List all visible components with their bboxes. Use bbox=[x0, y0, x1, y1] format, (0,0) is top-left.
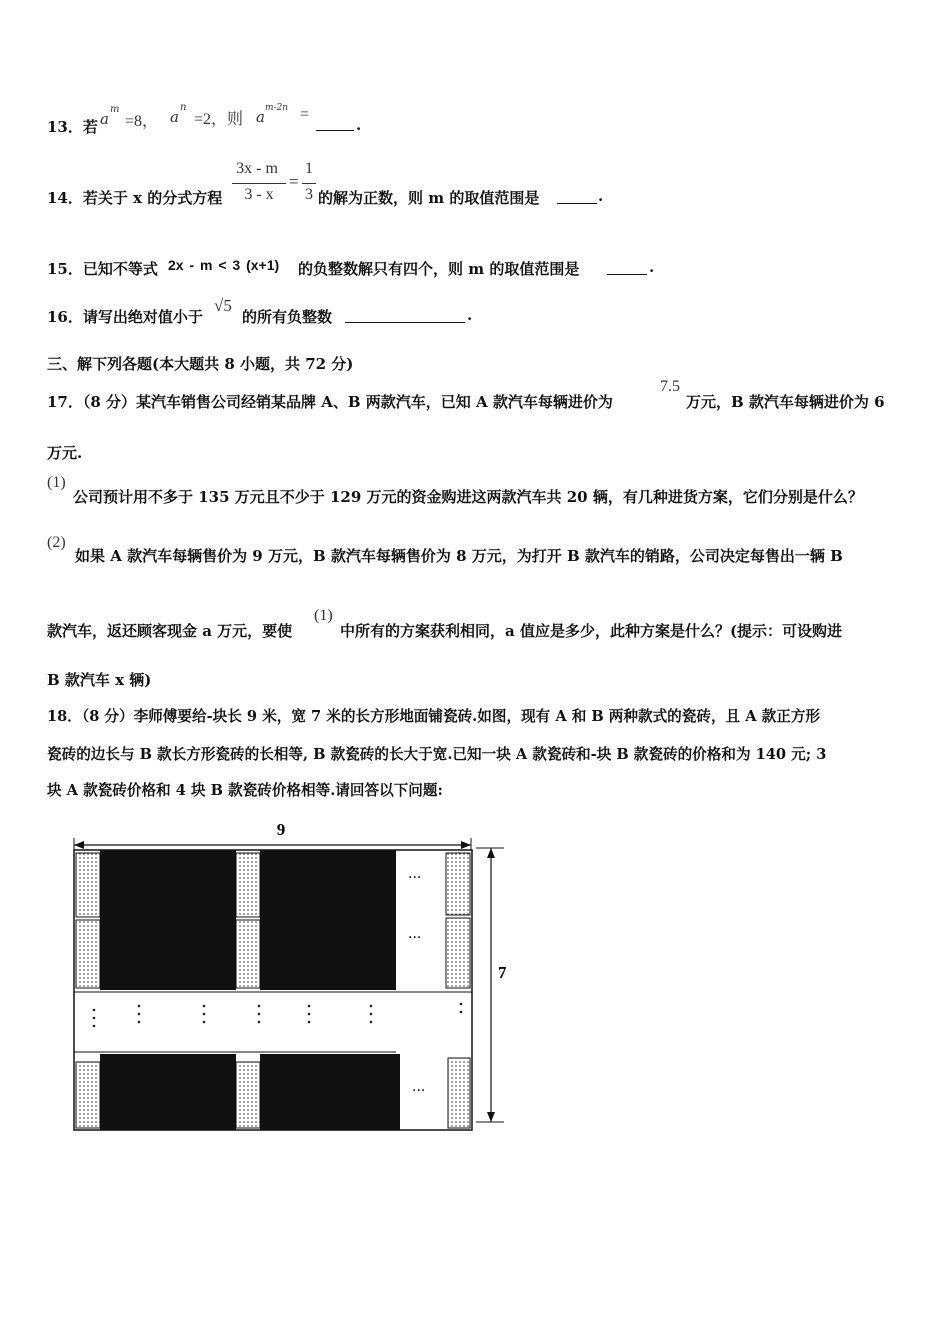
continuation-dots: ··· bbox=[408, 930, 422, 946]
height-dimension bbox=[476, 848, 504, 1122]
section-3-heading: 三、解下列各题(本大题共 8 小题，共 72 分) bbox=[47, 355, 354, 373]
q13-base-2: a bbox=[170, 108, 179, 126]
width-label: 9 bbox=[276, 820, 286, 839]
q14-frac2-denominator: 3 bbox=[305, 186, 313, 203]
q16-prefix: 16．请写出绝对值小于 bbox=[47, 308, 203, 326]
q13-eq-3: = bbox=[300, 106, 310, 123]
q17-part1-index: (1) bbox=[47, 474, 66, 491]
continuation-dots: ··· bbox=[412, 1083, 426, 1099]
tile-b-black bbox=[260, 1054, 400, 1130]
q14-frac1-bar bbox=[232, 183, 286, 184]
q17-part2-ref: (1) bbox=[314, 607, 333, 624]
q13-base-3: a bbox=[256, 108, 265, 126]
q14-frac1-denominator: 3 - x bbox=[244, 186, 274, 203]
q15-prefix: 15．已知不等式 bbox=[47, 260, 158, 278]
q14-prefix: 14．若关于 x 的分式方程 bbox=[47, 189, 223, 207]
tile-layout-figure bbox=[66, 820, 506, 1140]
q17-part2-index: (2) bbox=[47, 534, 66, 551]
q13-eq-2: =2，则 bbox=[194, 111, 244, 128]
tile-a-dotted bbox=[446, 918, 470, 988]
q17-line1-prefix: 17．（8 分）某汽车销售公司经销某品牌 A、B 两款汽车，已知 A 款汽车每辆进价为 bbox=[47, 393, 613, 411]
q13-eq-1: =8， bbox=[125, 113, 159, 130]
q16-suffix: 的所有负整数 bbox=[242, 308, 333, 326]
q14-answer-blank bbox=[557, 189, 597, 204]
q13-number: 13．若 bbox=[47, 118, 98, 136]
q18-line1: 18．（8 分）李师傅要给-块长 9 米，宽 7 米的长方形地面铺瓷砖.如图，现有 A 和 B 两种款式的瓷砖，且 A 款正方形 bbox=[47, 708, 821, 725]
q17-part2-line3: B 款汽车 x 辆) bbox=[47, 671, 152, 689]
q14-equals: = bbox=[289, 172, 299, 191]
q17-part1-text: 公司预计用不多于 135 万元且不少于 129 万元的资金购进这两款汽车共 20 辆，有几种进货方案，它们分别是什么？ bbox=[73, 488, 863, 506]
q15-inequality: 2x - m < 3 (x+1) bbox=[168, 257, 280, 273]
tile-a-dotted bbox=[76, 1062, 100, 1128]
q18-line2: 瓷砖的边长与 B 款长方形瓷砖的长相等, B 款瓷砖的长大于宽.已知一块 A 款瓷砖和-块 B 款瓷砖的价格和为 140 元; 3 bbox=[47, 746, 827, 763]
tile-a-dotted bbox=[76, 920, 100, 988]
q17-price-a: 7.5 bbox=[660, 378, 680, 395]
q17-line1-suffix: 万元，B 款汽车每辆进价为 6 bbox=[686, 393, 885, 411]
tile-b-black bbox=[100, 1054, 236, 1130]
tile-b-black bbox=[100, 850, 236, 990]
q17-line2: 万元. bbox=[47, 444, 83, 462]
q17-part2-line2-prefix: 款汽车，返还顾客现金 a 万元，要使 bbox=[47, 622, 293, 640]
q16-end: . bbox=[467, 306, 473, 324]
tile-a-dotted bbox=[448, 1058, 470, 1128]
q13-exp-1: m bbox=[110, 104, 120, 115]
q15-suffix: 的负整数解只有四个，则 m 的取值范围是 bbox=[298, 260, 580, 278]
tile-a-dotted bbox=[446, 853, 470, 915]
tile-a-dotted bbox=[236, 853, 260, 917]
q13-end: . bbox=[356, 116, 362, 134]
q16-sqrt5: √5 bbox=[214, 296, 232, 315]
q17-part2-line2-suffix: 中所有的方案获利相同，a 值应是多少，此种方案是什么？(提示：可设购进 bbox=[340, 622, 843, 640]
q14-end: . bbox=[598, 187, 604, 205]
q14-frac2-numerator: 1 bbox=[305, 160, 313, 177]
question-13 bbox=[47, 116, 98, 137]
q14-frac2-bar bbox=[302, 183, 316, 184]
q15-answer-blank bbox=[607, 260, 647, 275]
q17-part2-text: 如果 A 款汽车每辆售价为 9 万元，B 款汽车每辆售价为 8 万元，为打开 B 款汽车的销路，公司决定每售出一辆 B bbox=[75, 547, 843, 565]
q18-line3: 块 A 款瓷砖价格和 4 块 B 款瓷砖价格相等.请回答以下问题: bbox=[47, 782, 443, 799]
height-label: 7 bbox=[498, 963, 506, 982]
q13-answer-blank bbox=[316, 116, 354, 131]
tile-a-dotted bbox=[236, 920, 260, 988]
q14-suffix: 的解为正数，则 m 的取值范围是 bbox=[318, 189, 540, 207]
continuation-dots: ··· bbox=[408, 870, 422, 886]
tile-a-dotted bbox=[236, 1062, 260, 1128]
q16-answer-blank bbox=[345, 308, 465, 323]
q14-frac1-numerator: 3x - m bbox=[236, 160, 278, 177]
q15-end: . bbox=[649, 258, 655, 276]
tile-a-dotted bbox=[76, 853, 100, 917]
q13-exp-3: m-2n bbox=[265, 103, 289, 113]
q13-base-1: a bbox=[100, 110, 109, 128]
tile-b-black bbox=[260, 850, 396, 990]
q13-exp-2: n bbox=[180, 102, 187, 113]
